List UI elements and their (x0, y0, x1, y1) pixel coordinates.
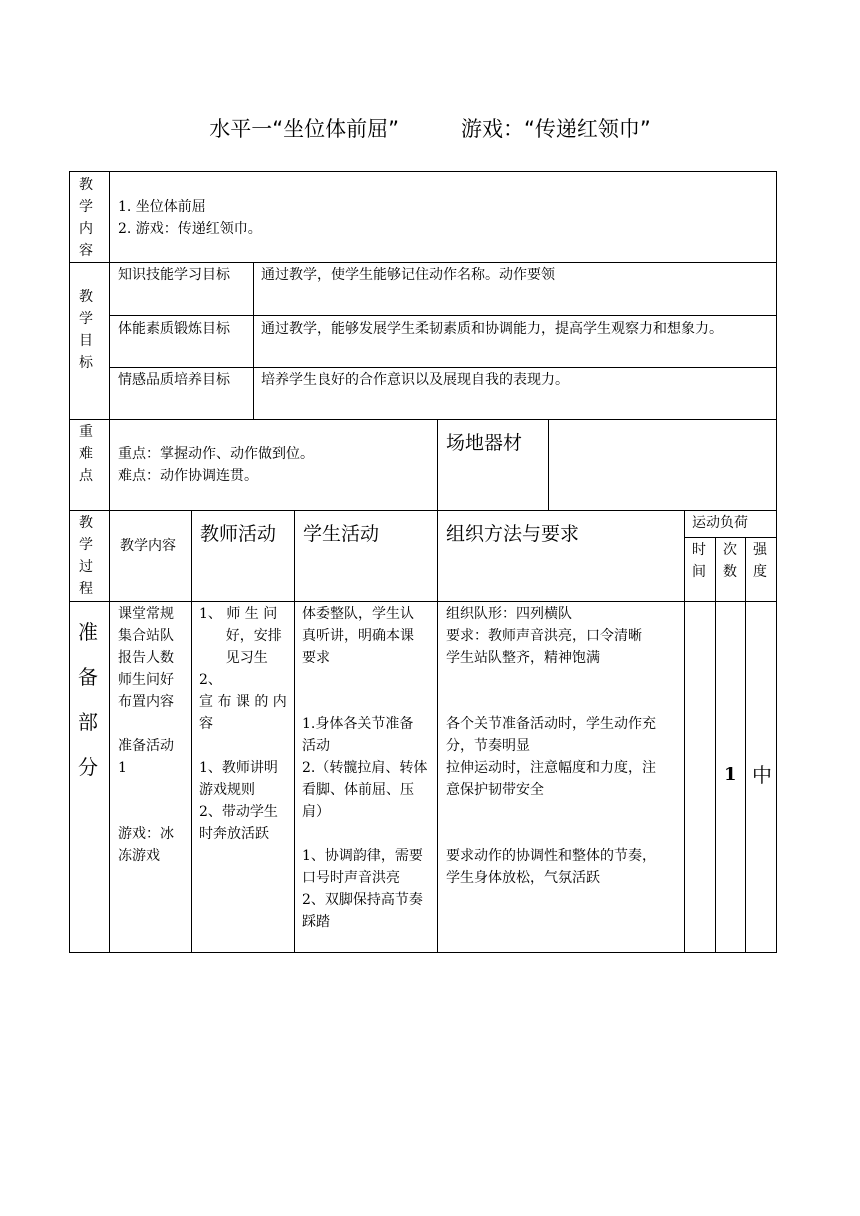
prep-section-label: 准 备 部 分 (78, 620, 98, 779)
header-student: 学生活动 (303, 523, 380, 545)
prep-content-line: 报告人数 (118, 650, 174, 666)
header-load: 运动负荷 (692, 515, 748, 531)
prep-student (302, 603, 427, 933)
count-col-line (715, 537, 716, 953)
prep-content-line: 集合站队 (118, 628, 174, 644)
prep-organization-line: 学生身体放松，气氛活跃 (446, 870, 600, 886)
header-teacher: 教师活动 (200, 523, 277, 545)
goal-text-knowledge: 通过教学，使学生能够记住动作名称。动作要领 (261, 267, 555, 283)
prep-content-line: 师生问好 (118, 672, 174, 688)
prep-organization-line: 分，节奏明显 (446, 738, 530, 754)
prep-organization-line (446, 823, 656, 845)
prep-organization-line: 拉伸运动时，注意幅度和力度，注 (446, 760, 656, 776)
prep-intensity: 中 (752, 763, 772, 787)
prep-organization-line (446, 669, 656, 691)
student-col-line (294, 510, 295, 953)
title-lesson: 水平一“坐位体前屈” (209, 117, 399, 141)
prep-teacher-line: 1、教师讲明 (199, 760, 278, 776)
prep-content-line: 1 (118, 760, 127, 776)
equipment-label: 场地器材 (446, 432, 523, 454)
prep-student-line: 体委整队，学生认 (302, 606, 414, 622)
goals-row-label: 教 学 目 标 (79, 289, 93, 371)
goal-name-emotion: 情感品质培养目标 (118, 372, 230, 388)
row-divider (69, 510, 777, 511)
prep-content-line: 冻游戏 (118, 848, 160, 864)
row-divider (69, 601, 777, 602)
prep-organization (446, 603, 656, 889)
prep-teacher (199, 603, 287, 845)
prep-student-line: 2、双脚保持高节奏 (302, 892, 423, 908)
prep-count: 1 (724, 764, 737, 785)
prep-organization-line: 意保护韧带安全 (446, 782, 544, 798)
header-content: 教学内容 (120, 538, 176, 554)
goal-divider (109, 315, 777, 316)
key-point: 重点：掌握动作、动作做到位。 (118, 446, 314, 462)
hard-point: 难点：动作协调连贯。 (118, 468, 258, 484)
prep-student-line: 真听讲，明确本课 (302, 628, 414, 644)
prep-organization-line (446, 691, 656, 713)
goal-name-fitness: 体能素质锻炼目标 (118, 321, 230, 337)
content-item: 2. 游戏：传递红领巾。 (118, 221, 262, 237)
content-row-label: 教 学 内 容 (79, 177, 93, 259)
goal-divider (109, 367, 777, 368)
prep-content (118, 603, 174, 867)
prep-student-line: 看脚、体前屈、压 (302, 782, 414, 798)
intensity-col-line (745, 537, 746, 953)
prep-content-line (118, 713, 174, 735)
process-row-label: 教 学 过 程 (79, 515, 93, 597)
difficulty-row-label: 重 难 点 (79, 424, 93, 484)
prep-teacher-line: 容 (199, 716, 213, 732)
title-game: 游戏：“传递红领巾” (461, 117, 651, 141)
goal-text-emotion: 培养学生良好的合作意识以及展现自我的表现力。 (261, 372, 569, 388)
prep-teacher-line: 游戏规则 (199, 782, 255, 798)
row-divider (69, 262, 777, 263)
prep-teacher-line: 2、 (199, 672, 222, 688)
row-divider (69, 419, 777, 420)
prep-content-line: 布置内容 (118, 694, 174, 710)
prep-teacher-line: 宣 布 课 的 内 (199, 694, 287, 710)
prep-student-line: 踩踏 (302, 914, 330, 930)
prep-student-line: 肩） (302, 804, 330, 820)
prep-content-line: 课堂常规 (118, 606, 174, 622)
prep-student-line: 1、协调韵律，需要 (302, 848, 423, 864)
content-items (118, 196, 262, 240)
prep-teacher-line: 时奔放活跃 (199, 826, 269, 842)
load-col-line (684, 510, 685, 953)
prep-teacher-line: 好，安排 (199, 628, 282, 644)
page-title (0, 113, 860, 143)
prep-student-line (302, 823, 427, 845)
header-organization: 组织方法与要求 (446, 523, 580, 545)
prep-student-line: 1.身体各关节准备 (302, 716, 414, 732)
content-item: 1. 坐位体前屈 (118, 199, 206, 215)
prep-organization-line: 各个关节准备活动时，学生动作充 (446, 716, 656, 732)
equipment-value-line (548, 419, 549, 510)
prep-student-line: 要求 (302, 650, 330, 666)
goal-name-line (253, 262, 254, 419)
goal-name-knowledge: 知识技能学习目标 (118, 267, 230, 283)
prep-organization-line: 要求：教师声音洪亮，口令清晰 (446, 628, 642, 644)
prep-teacher-line: 见习生 (199, 650, 268, 666)
prep-content-line: 准备活动 (118, 738, 174, 754)
header-intensity: 强 度 (753, 542, 767, 580)
prep-student-line: 口号时声音洪亮 (302, 870, 400, 886)
equipment-line (437, 419, 438, 953)
prep-organization-line: 组织队形：四列横队 (446, 606, 572, 622)
load-divider (684, 537, 777, 538)
prep-organization-line: 要求动作的协调性和整体的节奏， (446, 848, 656, 864)
header-count: 次 数 (723, 542, 737, 580)
prep-student-line (302, 691, 427, 713)
header-time: 时 间 (692, 542, 706, 580)
prep-student-line (302, 669, 427, 691)
prep-content-line (118, 779, 174, 801)
prep-student-line: 活动 (302, 738, 330, 754)
prep-content-line: 游戏：冰 (118, 826, 174, 842)
prep-student-line: 2.（转髋拉肩、转体 (302, 760, 428, 776)
prep-organization-line: 学生站队整齐，精神饱满 (446, 650, 600, 666)
label-column-line (109, 171, 110, 953)
prep-teacher-line: 1、 师 生 问 (199, 606, 278, 622)
prep-teacher-line: 2、带动学生 (199, 804, 278, 820)
prep-content-line (118, 801, 174, 823)
prep-organization-line (446, 801, 656, 823)
teacher-col-line (191, 510, 192, 953)
prep-teacher-line (199, 735, 287, 757)
goal-text-fitness: 通过教学，能够发展学生柔韧素质和协调能力，提高学生观察力和想象力。 (261, 321, 723, 337)
